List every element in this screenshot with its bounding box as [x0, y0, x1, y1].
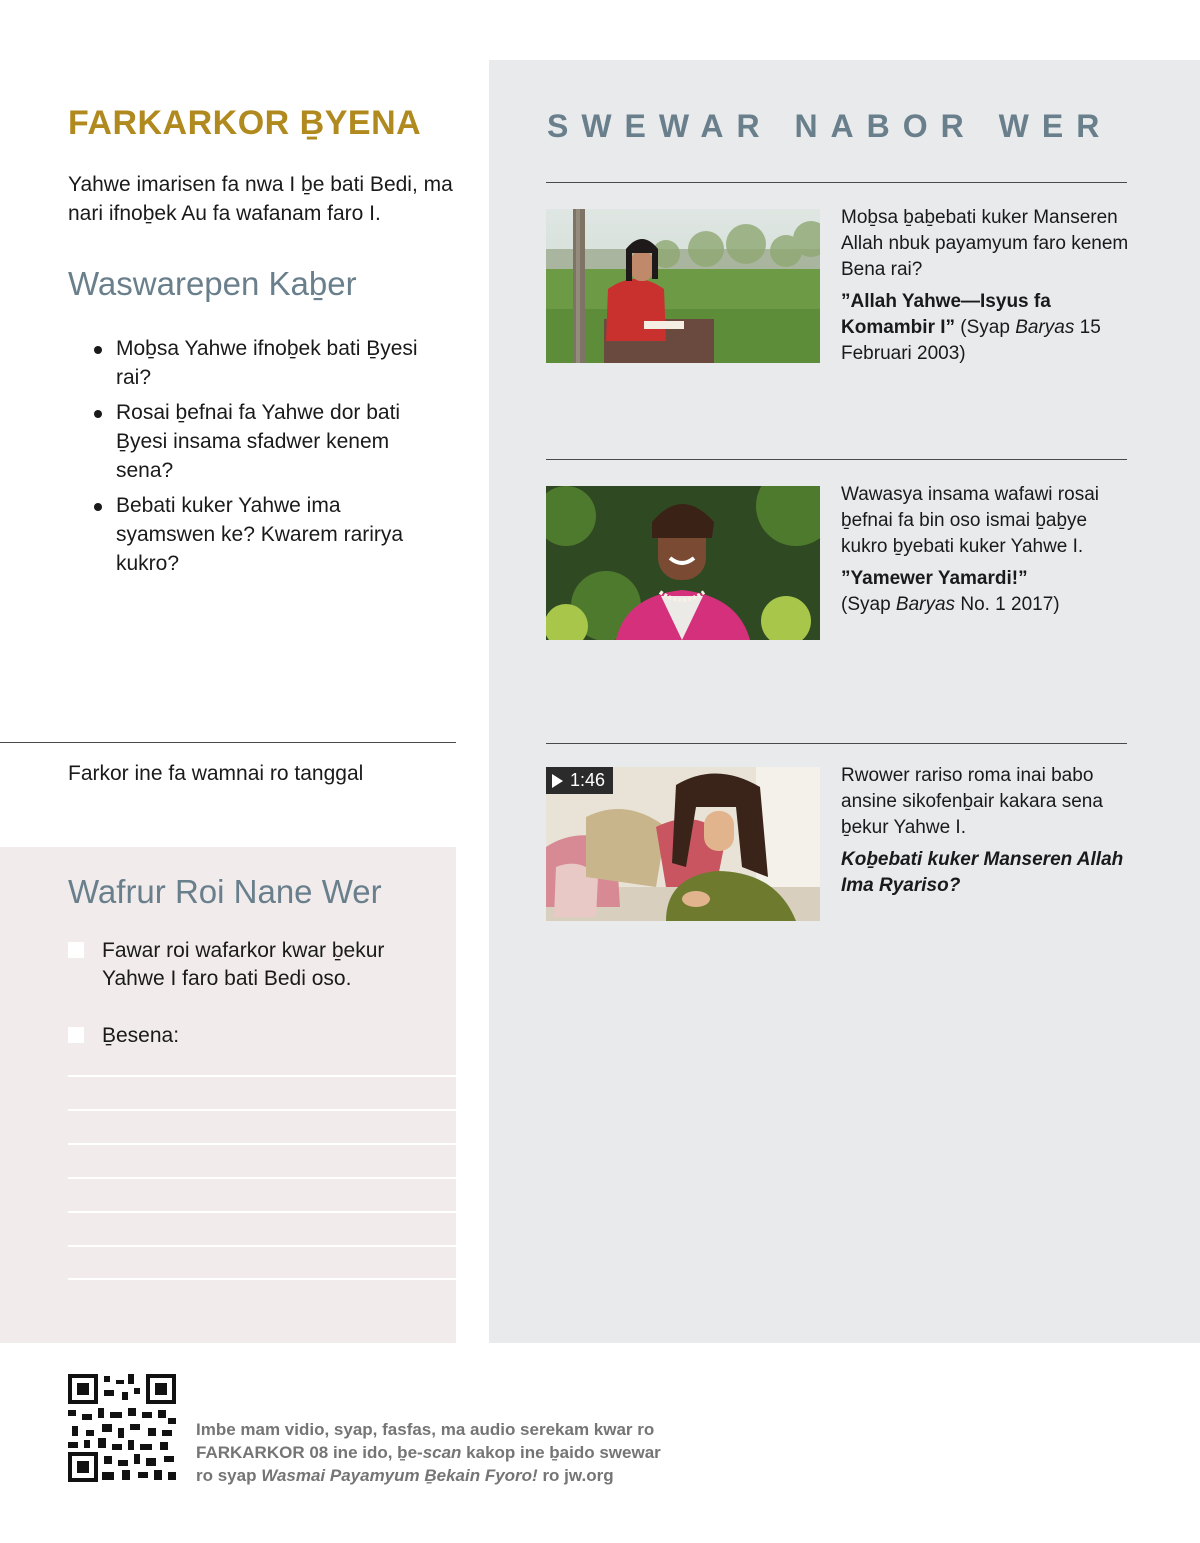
write-line[interactable] [68, 1211, 456, 1213]
goal-panel [0, 847, 456, 1343]
divider [0, 742, 456, 743]
date-label: Farkor ine fa wamnai ro tanggal [68, 762, 364, 785]
footer-line: Imbe mam vidio, syap, fasfas, ma audio serekam kwar ro [196, 1420, 655, 1439]
video-title: Koḇebati kuker Manseren Allah Ima Ryariso? [841, 849, 1124, 896]
resource-text [841, 763, 1131, 899]
footer-line: FARKARKOR 08 ine ido, ḇe- [196, 1443, 423, 1462]
resource-title: ”Yamewer Yamardi!” [841, 568, 1028, 589]
smiling-woman-image [546, 486, 820, 640]
resource-item[interactable] [546, 209, 1127, 369]
goal-checkbox[interactable] [68, 942, 84, 958]
woman-in-orchard-image [546, 209, 820, 363]
footer-line: ro syap [196, 1466, 262, 1485]
resource-ref-text: (Syap [841, 594, 896, 615]
divider [546, 182, 1127, 183]
write-line[interactable] [68, 1278, 456, 1280]
resource-text [841, 205, 1131, 367]
footer-italic: scan [422, 1443, 462, 1462]
write-line[interactable] [68, 1075, 456, 1077]
resource-description: Wawasya insama wafawi rosai ḇefnai fa bin oso ismai ḇaḇye kukro ḇyebati kuker Yahwe I. [841, 484, 1099, 557]
explore-panel [489, 60, 1200, 1343]
resource-text [841, 482, 1131, 618]
divider [546, 459, 1127, 460]
write-line[interactable] [68, 1177, 456, 1179]
footer-line: kakop ine ḇaido swewar [461, 1443, 661, 1462]
summary-heading: FARKARKOR ḆYENA [68, 104, 422, 142]
goal-heading: Wafrur Roi Nane Wer [68, 873, 382, 910]
resource-title: ”Allah Yahwe—Isyus fa Komambir I” [841, 291, 1051, 338]
resource-description: Rwower rariso roma inai babo ansine sikofenḇair kakara sena ḇekur Yahwe I. [841, 765, 1103, 838]
video-duration: 1:46 [570, 770, 606, 790]
goal-text: Ḇesena: [102, 1024, 180, 1047]
review-question-list [92, 334, 422, 584]
video-resource-item[interactable] [546, 767, 1127, 927]
review-question: Bebati kuker Yahwe ima syamswen ke? Kwarem rarirya kukro? [92, 491, 422, 578]
review-question: Rosai ḇefnai fa Yahwe dor bati Ḇyesi insama sfadwer kenem sena? [92, 398, 422, 485]
footer-italic: Wasmai Payamyum Ḇekain Fyoro! [261, 1466, 538, 1485]
divider [546, 743, 1127, 744]
resource-ref-text: 15 Februari 2003) [841, 317, 1101, 364]
resource-item[interactable] [546, 486, 1127, 646]
resource-ref-text: (Syap [955, 317, 1016, 338]
publication-name: Baryas [1015, 317, 1075, 338]
play-icon[interactable] [552, 774, 563, 788]
footer-line: ro jw.org [537, 1466, 614, 1485]
publication-name: Baryas [895, 594, 956, 615]
summary-text: Yahwe imarisen fa nwa I ḇe bati Bedi, ma nari ifnoḇek Au fa wafanam faro I. [68, 173, 453, 225]
praying-woman-image [546, 767, 820, 921]
review-question: Moḇsa Yahwe ifnoḇek bati Ḇyesi rai? [92, 334, 422, 392]
goal-checkbox[interactable] [68, 1027, 84, 1043]
goal-text: Fawar roi wafarkor kwar ḇekur Yahwe I faro bati Bedi oso. [102, 939, 385, 990]
qr-code-icon[interactable] [68, 1374, 176, 1482]
review-heading: Waswarepen Kaḇer [68, 265, 357, 302]
resource-reference[interactable] [841, 289, 1131, 367]
write-line[interactable] [68, 1109, 456, 1111]
footer-text [196, 1418, 716, 1487]
explore-heading: SWEWAR NABOR WER [547, 108, 1113, 144]
write-line[interactable] [68, 1245, 456, 1247]
goal-item-other [68, 1022, 438, 1050]
video-duration-badge[interactable] [546, 767, 613, 794]
resource-ref-text: No. 1 2017) [955, 594, 1060, 615]
resource-reference[interactable] [841, 847, 1131, 899]
resource-reference[interactable] [841, 566, 1131, 618]
goal-item [68, 937, 438, 993]
resource-description: Moḇsa ḇaḇebati kuker Manseren Allah nbuk payamyum faro kenem Bena rai? [841, 207, 1129, 280]
write-line[interactable] [68, 1143, 456, 1145]
